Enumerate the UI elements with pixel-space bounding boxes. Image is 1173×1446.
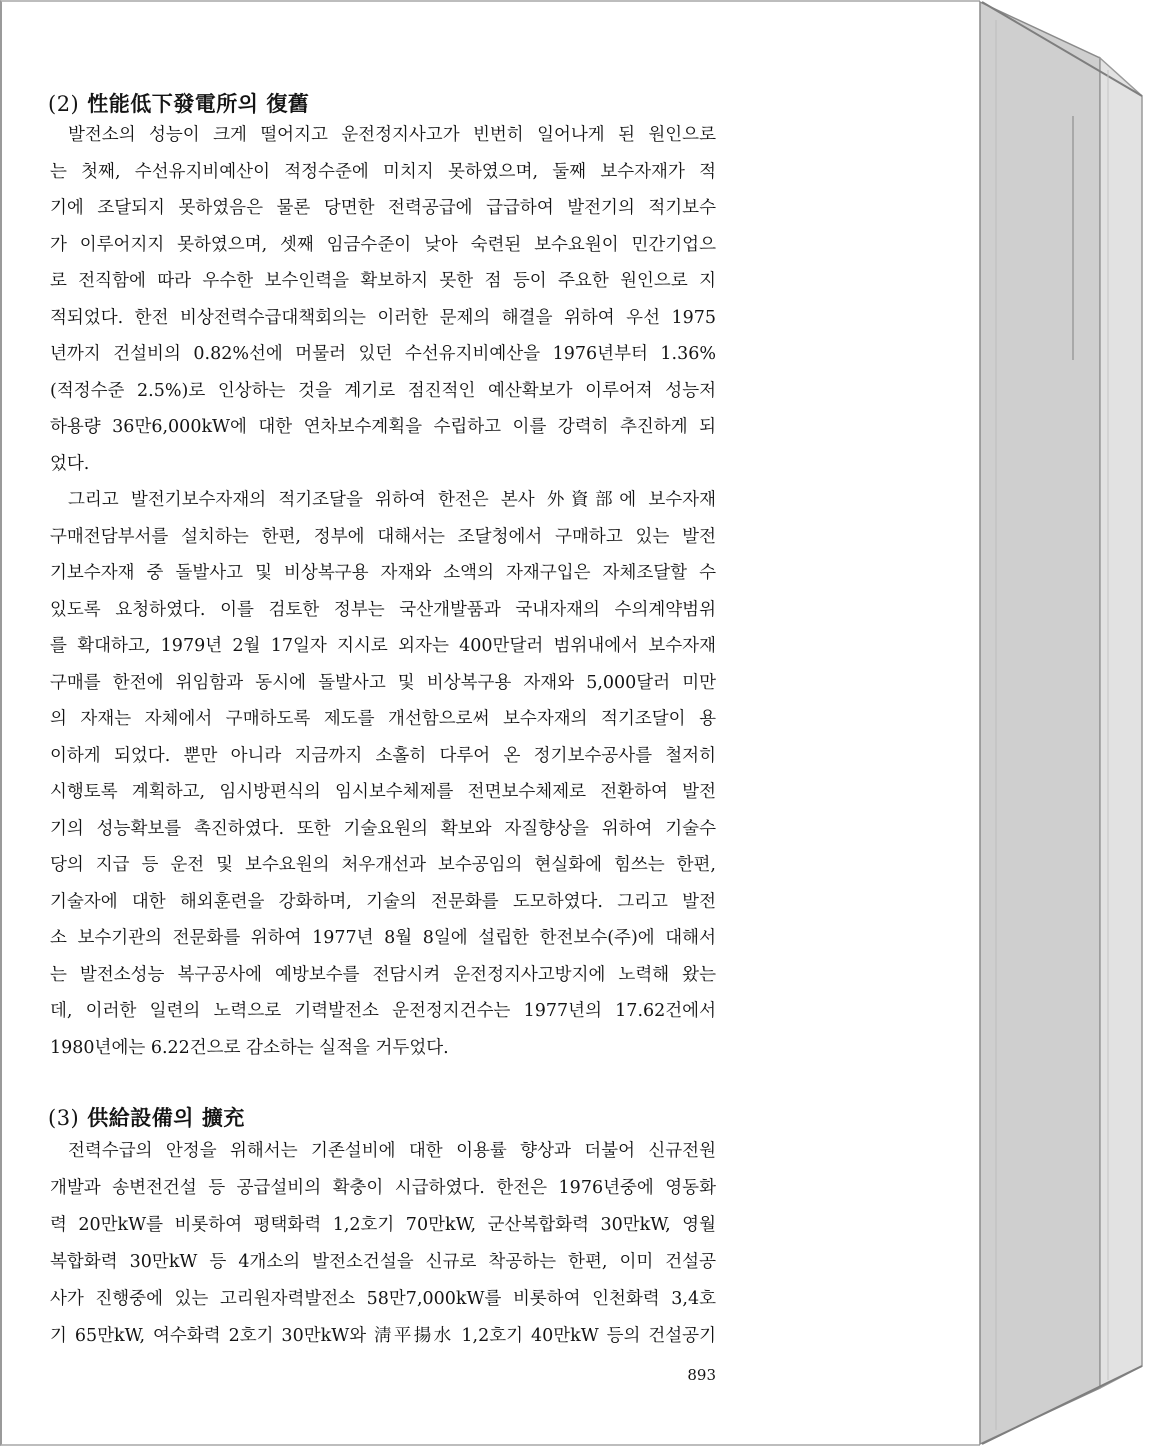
text-line: 1980년에는 6.22건으로 감소하는 실적을 거두었다. [50,1038,449,1058]
text-line: 개발과 송변전건설 등 공급설비의 확충이 시급하였다. 한전은 1976년중에 영동화 [50,1178,716,1198]
text-line: 는 첫째, 수선유지비예산이 적정수준에 미치지 못하였으며, 둘째 보수자재가 적 [50,162,716,182]
text-line: 로 전직함에 따라 우수한 보수인력을 확보하지 못한 점 등이 주요한 원인으로 지 [50,271,716,291]
page-number: 893 [687,1366,716,1384]
text-line: 발전소의 성능이 크게 떨어지고 운전정지사고가 빈번히 일어나게 된 원인으로 [68,125,716,145]
text-line: 데, 이러한 일련의 노력으로 기력발전소 운전정지건수는 1977년의 17.62건에서 [50,1001,716,1021]
text-line: 기에 조달되지 못하였음은 물론 당면한 전력공급에 급급하여 발전기의 적기보수 [50,198,716,218]
text-line: 기술자에 대한 해외훈련을 강화하며, 기술의 전문화를 도모하였다. 그리고 발전 [50,892,716,912]
text-line: 기의 성능확보를 촉진하였다. 또한 기술요원의 확보와 자질향상을 위하여 기술수 [50,819,716,839]
text-line: 이하게 되었다. 뿐만 아니라 지금까지 소홀히 다루어 온 정기보수공사를 철저히 [50,746,716,766]
book-edge [976,0,1173,1446]
text-line: 력 20만kW를 비롯하여 평택화력 1,2호기 70만kW, 군산복합화력 30만kW, 영월 [50,1215,716,1235]
section-heading: (3) 供給設備의 擴充 [48,1105,245,1130]
text-line: 가 이루어지지 못하였으며, 셋째 임금수준이 낮아 숙련된 보수요원이 민간기업으 [50,235,716,255]
book-spine-shade [980,2,1100,1444]
text-line: (적정수준 2.5%)로 인상하는 것을 계기로 점진적인 예산확보가 이루어져 성능저 [50,381,716,401]
text-line: 있도록 요청하였다. 이를 검토한 정부는 국산개발품과 국내자재의 수의계약범위 [50,600,716,620]
text-line: 하용량 36만6,000kW에 대한 연차보수계획을 수립하고 이를 강력히 추진하게 되 [50,417,716,437]
text-line: 당의 지급 등 운전 및 보수요원의 처우개선과 보수공임의 현실화에 힘쓰는 한편, [50,855,716,875]
text-line: 그리고 발전기보수자재의 적기조달을 위하여 한전은 본사 外資部에 보수자재 [68,490,716,510]
text-line: 를 확대하고, 1979년 2월 17일자 지시로 외자는 400만달러 범위내에서 보수자재 [50,636,716,656]
text-line: 었다. [50,454,90,474]
text-line: 구매를 한전에 위임함과 동시에 돌발사고 및 비상복구용 자재와 5,000달러 미만 [50,673,716,693]
section-heading: (2) 性能低下發電所의 復舊 [48,91,310,116]
text-line: 구매전담부서를 설치하는 한편, 정부에 대해서는 조달청에서 구매하고 있는 발전 [50,527,716,547]
text-line: 복합화력 30만kW 등 4개소의 발전소건설을 신규로 착공하는 한편, 이미 건설공 [50,1252,716,1272]
text-line: 는 발전소성능 복구공사에 예방보수를 전담시켜 운전정지사고방지에 노력해 왔는 [50,965,716,985]
text-line: 적되었다. 한전 비상전력수급대책회의는 이러한 문제의 해결을 위하여 우선 1975 [50,308,716,328]
text-line: 기보수자재 중 돌발사고 및 비상복구용 자재와 소액의 자재구입은 자체조달할 수 [50,563,716,583]
book-side-shade [1100,58,1142,1388]
text-line: 소 보수기관의 전문화를 위하여 1977년 8월 8일에 설립한 한전보수(주)에 대해서 [50,928,716,948]
text-line: 사가 진행중에 있는 고리원자력발전소 58만7,000kW를 비롯하여 인천화력 3,4호 [50,1289,716,1309]
text-line: 시행토록 계획하고, 임시방편식의 임시보수체제를 전면보수체제로 전환하여 발전 [50,782,716,802]
text-line: 년까지 건설비의 0.82%선에 머물러 있던 수선유지비예산을 1976년부터 1.36% [50,344,716,364]
text-line: 의 자재는 자체에서 구매하도록 제도를 개선함으로써 보수자재의 적기조달이 용 [50,709,716,729]
text-line: 기 65만kW, 여수화력 2호기 30만kW와 淸平揚水 1,2호기 40만kW 등의 건설공기 [50,1326,716,1346]
text-line: 전력수급의 안정을 위해서는 기존설비에 대한 이용률 향상과 더불어 신규전원 [68,1141,716,1161]
